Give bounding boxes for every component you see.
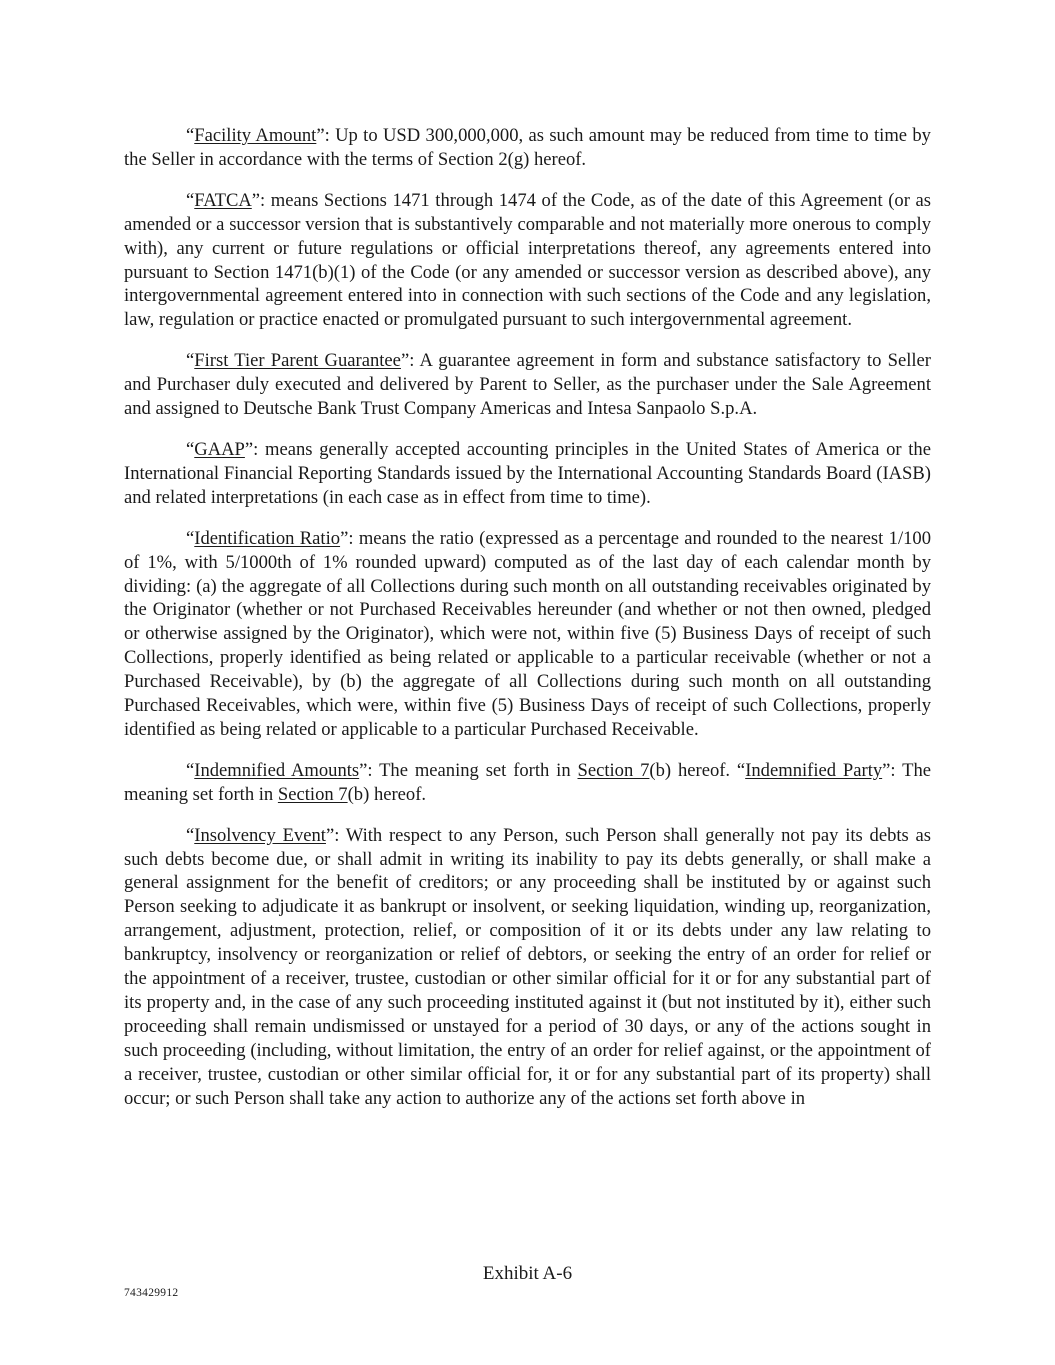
definition-text: ”: means generally accepted accounting principles in the United States of America or the International Financial Reporting Standards issued by the International Accounting Standards Board (IASB) and related interpretations (in each case as in effect from time to time).: [124, 438, 931, 508]
definition-text: ”: Up to USD 300,000,000, as such amount may be reduced from time to time by the Seller in accordance with the terms of Section 2(g) hereof.: [124, 125, 931, 170]
defined-term-indemnified-party: Indemnified Party: [745, 759, 883, 781]
open-quote: “: [186, 438, 195, 460]
definition-text: (b) hereof.: [347, 783, 427, 805]
definition-insolvency-event: [124, 824, 931, 1111]
definition-first-tier-parent-guarantee: [124, 349, 931, 421]
document-number: 743429912: [124, 1287, 179, 1299]
definition-text: ”: The meaning set forth in: [359, 759, 578, 781]
definition-text: ”: With respect to any Person, such Person shall generally not pay its debts as such debts become due, or shall admit in writing its inability to pay its debts generally, or shall make a general assignment for the benefit of creditors; or any proceeding shall be instituted by or against such Person seeking to adjudicate it as bankrupt or insolvent, or seeking liquidation, winding up, reorganization, arrangement, adjustment, protection, relief, or composition of it or its debts under any law relating to bankruptcy, insolvency or reorganization or relief of debtors, or seeking the entry of an order for relief or the appointment of a receiver, trustee, custodian or other similar official for it or for any substantial part of its property and, in the case of any such proceeding instituted against it (but not instituted by it), either such proceeding shall remain undismissed or unstayed for a period of 30 days, or any of the actions sought in such proceeding (including, without limitation, the entry of an order for relief against, or the appointment of a receiver, trustee, custodian or other similar official for, it or for any substantial part of its property) shall occur; or such Person shall take any action to authorize any of the actions set forth above in: [124, 824, 931, 1109]
definition-identification-ratio: [124, 527, 931, 742]
open-quote: “: [186, 350, 195, 372]
definition-fatca: [124, 189, 931, 332]
defined-term-first-tier-parent-guarantee: First Tier Parent Guarantee: [194, 350, 401, 372]
open-quote: “: [186, 759, 195, 781]
definition-text: (b) hereof. “: [649, 759, 746, 781]
defined-term-indemnified-amounts: Indemnified Amounts: [194, 759, 360, 781]
section-reference: Section 7: [277, 783, 348, 805]
definition-indemnified: [124, 759, 931, 807]
open-quote: “: [186, 527, 195, 549]
definition-text: ”: A guarantee agreement in form and substance satisfactory to Seller and Purchaser duly executed and delivered by Parent to Seller, as the purchaser under the Sale Agreement and assigned to Deutsche Bank Trust Company Americas and Intesa Sanpaolo S.p.A.: [124, 350, 931, 420]
defined-term-insolvency-event: Insolvency Event: [194, 824, 326, 846]
defined-term-gaap: GAAP: [194, 438, 245, 460]
defined-term-fatca: FATCA: [194, 189, 252, 211]
exhibit-page-label: Exhibit A-6: [482, 1263, 573, 1284]
definition-text: ”: The meaning set forth in: [124, 759, 931, 805]
definition-text: ”: means Sections 1471 through 1474 of the Code, as of the date of this Agreement (or as amended or a successor version that is substantively comparable and not materially more onerous to comply with), any current or future regulations or official interpretations thereof, any agreements entered into pursuant to Section 1471(b)(1) of the Code (or any amended or successor version as described above), any intergovernmental agreement entered into in connection with such sections of the Code and any legislation, law, regulation or practice enacted or promulgated pursuant to such intergovernmental agreement.: [124, 189, 931, 331]
definition-gaap: [124, 438, 931, 510]
open-quote: “: [186, 824, 195, 846]
document-page: [124, 124, 931, 1128]
definition-facility-amount: [124, 124, 931, 172]
section-reference: Section 7: [577, 759, 650, 781]
definition-text: ”: means the ratio (expressed as a percentage and rounded to the nearest 1/100 of 1%, with 5/1000th of 1% rounded upward) computed as of the last day of each calendar month by dividing: (a) the aggregate of all Collections during such month on all outstanding receivables originated by the Originator (whether or not Purchased Receivables hereunder (and whether or not then owned, pledged or otherwise assigned by the Originator), which were not, within five (5) Business Days of receipt of such Collections, properly identified as being related or applicable to a particular receivable (whether or not a Purchased Receivable), by (b) the aggregate of all Collections during such month on all outstanding Purchased Receivables, which were, within five (5) Business Days of receipt of such Collections, properly identified as being related or applicable to a particular Purchased Receivable.: [124, 527, 931, 740]
open-quote: “: [186, 189, 195, 211]
open-quote: “: [186, 125, 195, 146]
defined-term-identification-ratio: Identification Ratio: [194, 527, 341, 549]
defined-term-facility-amount: Facility Amount: [194, 125, 317, 146]
